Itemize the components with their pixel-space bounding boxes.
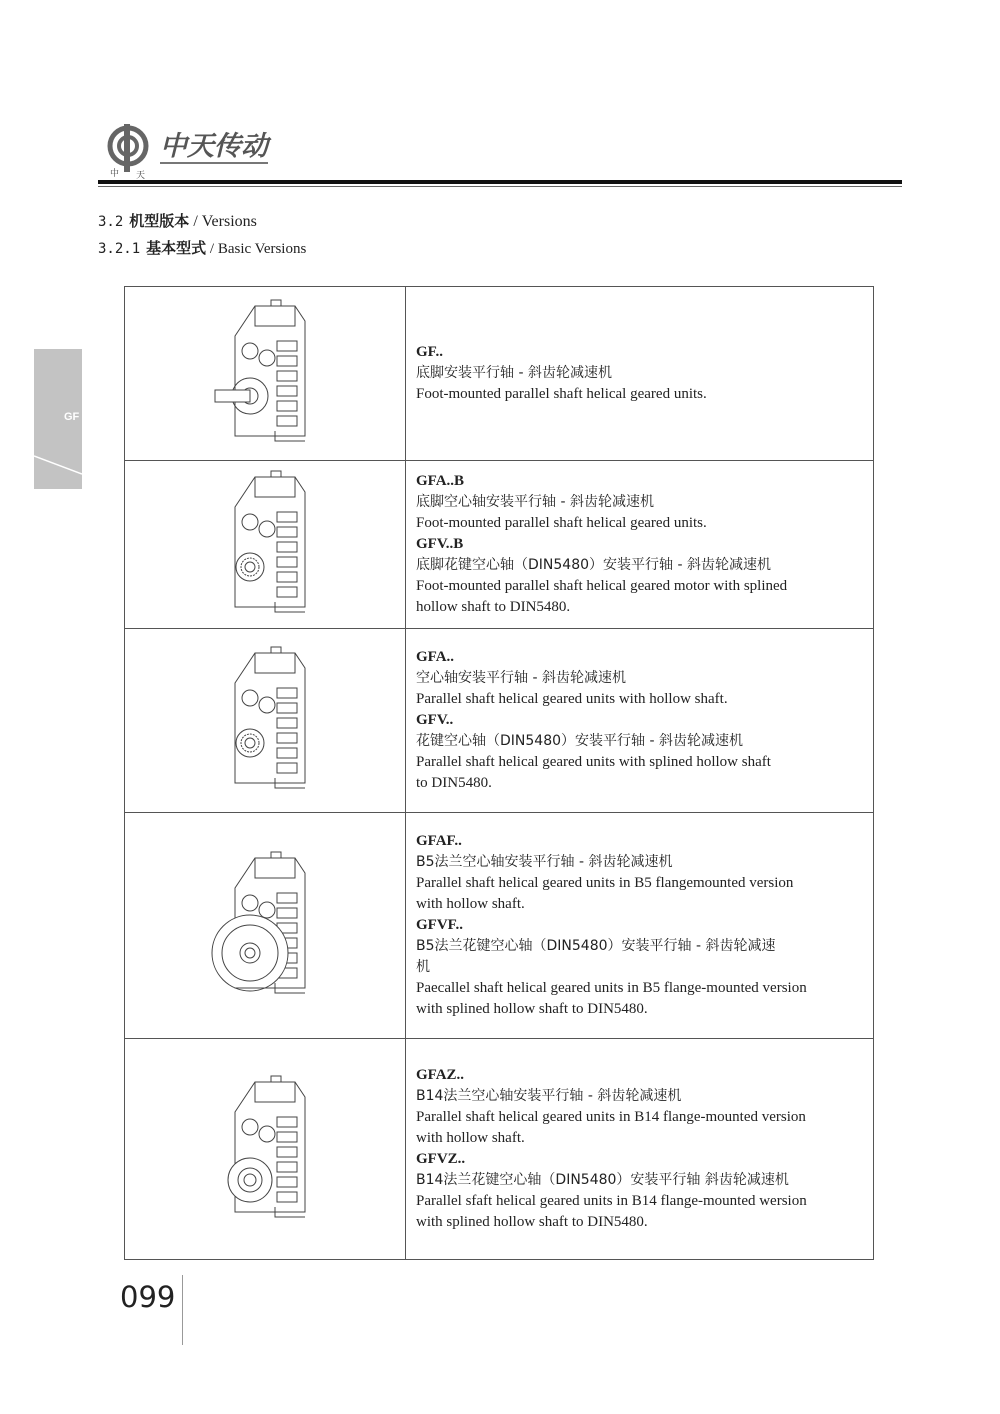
version-description [406,813,874,1039]
header-rule [98,180,902,184]
section-heading: 3.2 机型版本 / Versions [98,212,257,230]
description-en: with hollow shaft. [416,1130,525,1146]
description-cn: 底脚安装平行轴 - 斜齿轮减速机 [416,365,612,381]
version-description [406,629,874,813]
brand-name: 中天传动 [160,131,268,162]
model-code: GFV.. [416,712,454,728]
description-cn: 机 [416,959,430,975]
version-row [125,287,874,461]
description-en: Parallel shaft helical geared units with splined hollow shaft [416,754,771,770]
side-tab-gf: GF [34,349,82,489]
description-en: Foot-mounted parallel shaft helical geared units. [416,386,707,402]
model-code: GFAF.. [416,833,462,849]
header-rule-thin [98,186,902,187]
gearbox-drawing [125,287,406,461]
version-description [406,287,874,461]
description-cn: B14法兰花键空心轴（DIN5480）安装平行轴 斜齿轮减速机 [416,1172,789,1188]
version-row [125,1039,874,1260]
page-number-divider [182,1275,183,1345]
description-en: hollow shaft to DIN5480. [416,599,571,615]
page-number: 099 [120,1280,176,1314]
subsection-heading: 3.2.1 基本型式 / Basic Versions [98,239,307,257]
description-en: Foot-mounted parallel shaft helical geared motor with splined [416,578,788,594]
description-en: Parallel sfaft helical geared units in B14 flange-mounted wersion [416,1193,807,1209]
gearbox-drawing [125,813,406,1039]
gearbox-drawing [125,1039,406,1260]
description-cn: 底脚花键空心轴（DIN5480）安装平行轴 - 斜齿轮减速机 [416,557,771,573]
version-row [125,629,874,813]
gearbox-drawing [125,461,406,629]
svg-text:中: 中 [110,168,120,178]
description-en: Parallel shaft helical geared units in B5 flangemounted version [416,875,794,891]
description-cn: B5法兰花键空心轴（DIN5480）安装平行轴 - 斜齿轮减速 [416,938,776,954]
model-code: GFA.. [416,649,455,665]
description-en: with splined hollow shaft to DIN5480. [416,1001,648,1017]
description-cn: B14法兰空心轴安装平行轴 - 斜齿轮减速机 [416,1088,682,1104]
description-en: Parallel shaft helical geared units with hollow shaft. [416,691,728,707]
description-cn: B5法兰空心轴安装平行轴 - 斜齿轮减速机 [416,854,673,870]
description-en: with splined hollow shaft to DIN5480. [416,1214,648,1230]
description-en: Foot-mounted parallel shaft helical geared units. [416,515,707,531]
model-code: GFA..B [416,473,465,489]
description-en: Paecallel shaft helical geared units in B5 flange-mounted version [416,980,807,996]
version-row [125,461,874,629]
description-cn: 底脚空心轴安装平行轴 - 斜齿轮减速机 [416,494,654,510]
model-code: GFVF.. [416,917,463,933]
company-logo [106,124,160,180]
description-cn: 花键空心轴（DIN5480）安装平行轴 - 斜齿轮减速机 [416,733,743,749]
version-description [406,461,874,629]
version-description [406,1039,874,1260]
model-code: GF.. [416,344,443,360]
version-row [125,813,874,1039]
model-code: GFV..B [416,536,464,552]
description-en: to DIN5480. [416,775,492,791]
model-code: GFVZ.. [416,1151,466,1167]
description-en: with hollow shaft. [416,896,525,912]
description-cn: 空心轴安装平行轴 - 斜齿轮减速机 [416,670,626,686]
svg-text:天: 天 [136,170,146,180]
description-en: Parallel shaft helical geared units in B14 flange-mounted version [416,1109,806,1125]
versions-table [124,286,874,1260]
model-code: GFAZ.. [416,1067,465,1083]
gearbox-drawing [125,629,406,813]
